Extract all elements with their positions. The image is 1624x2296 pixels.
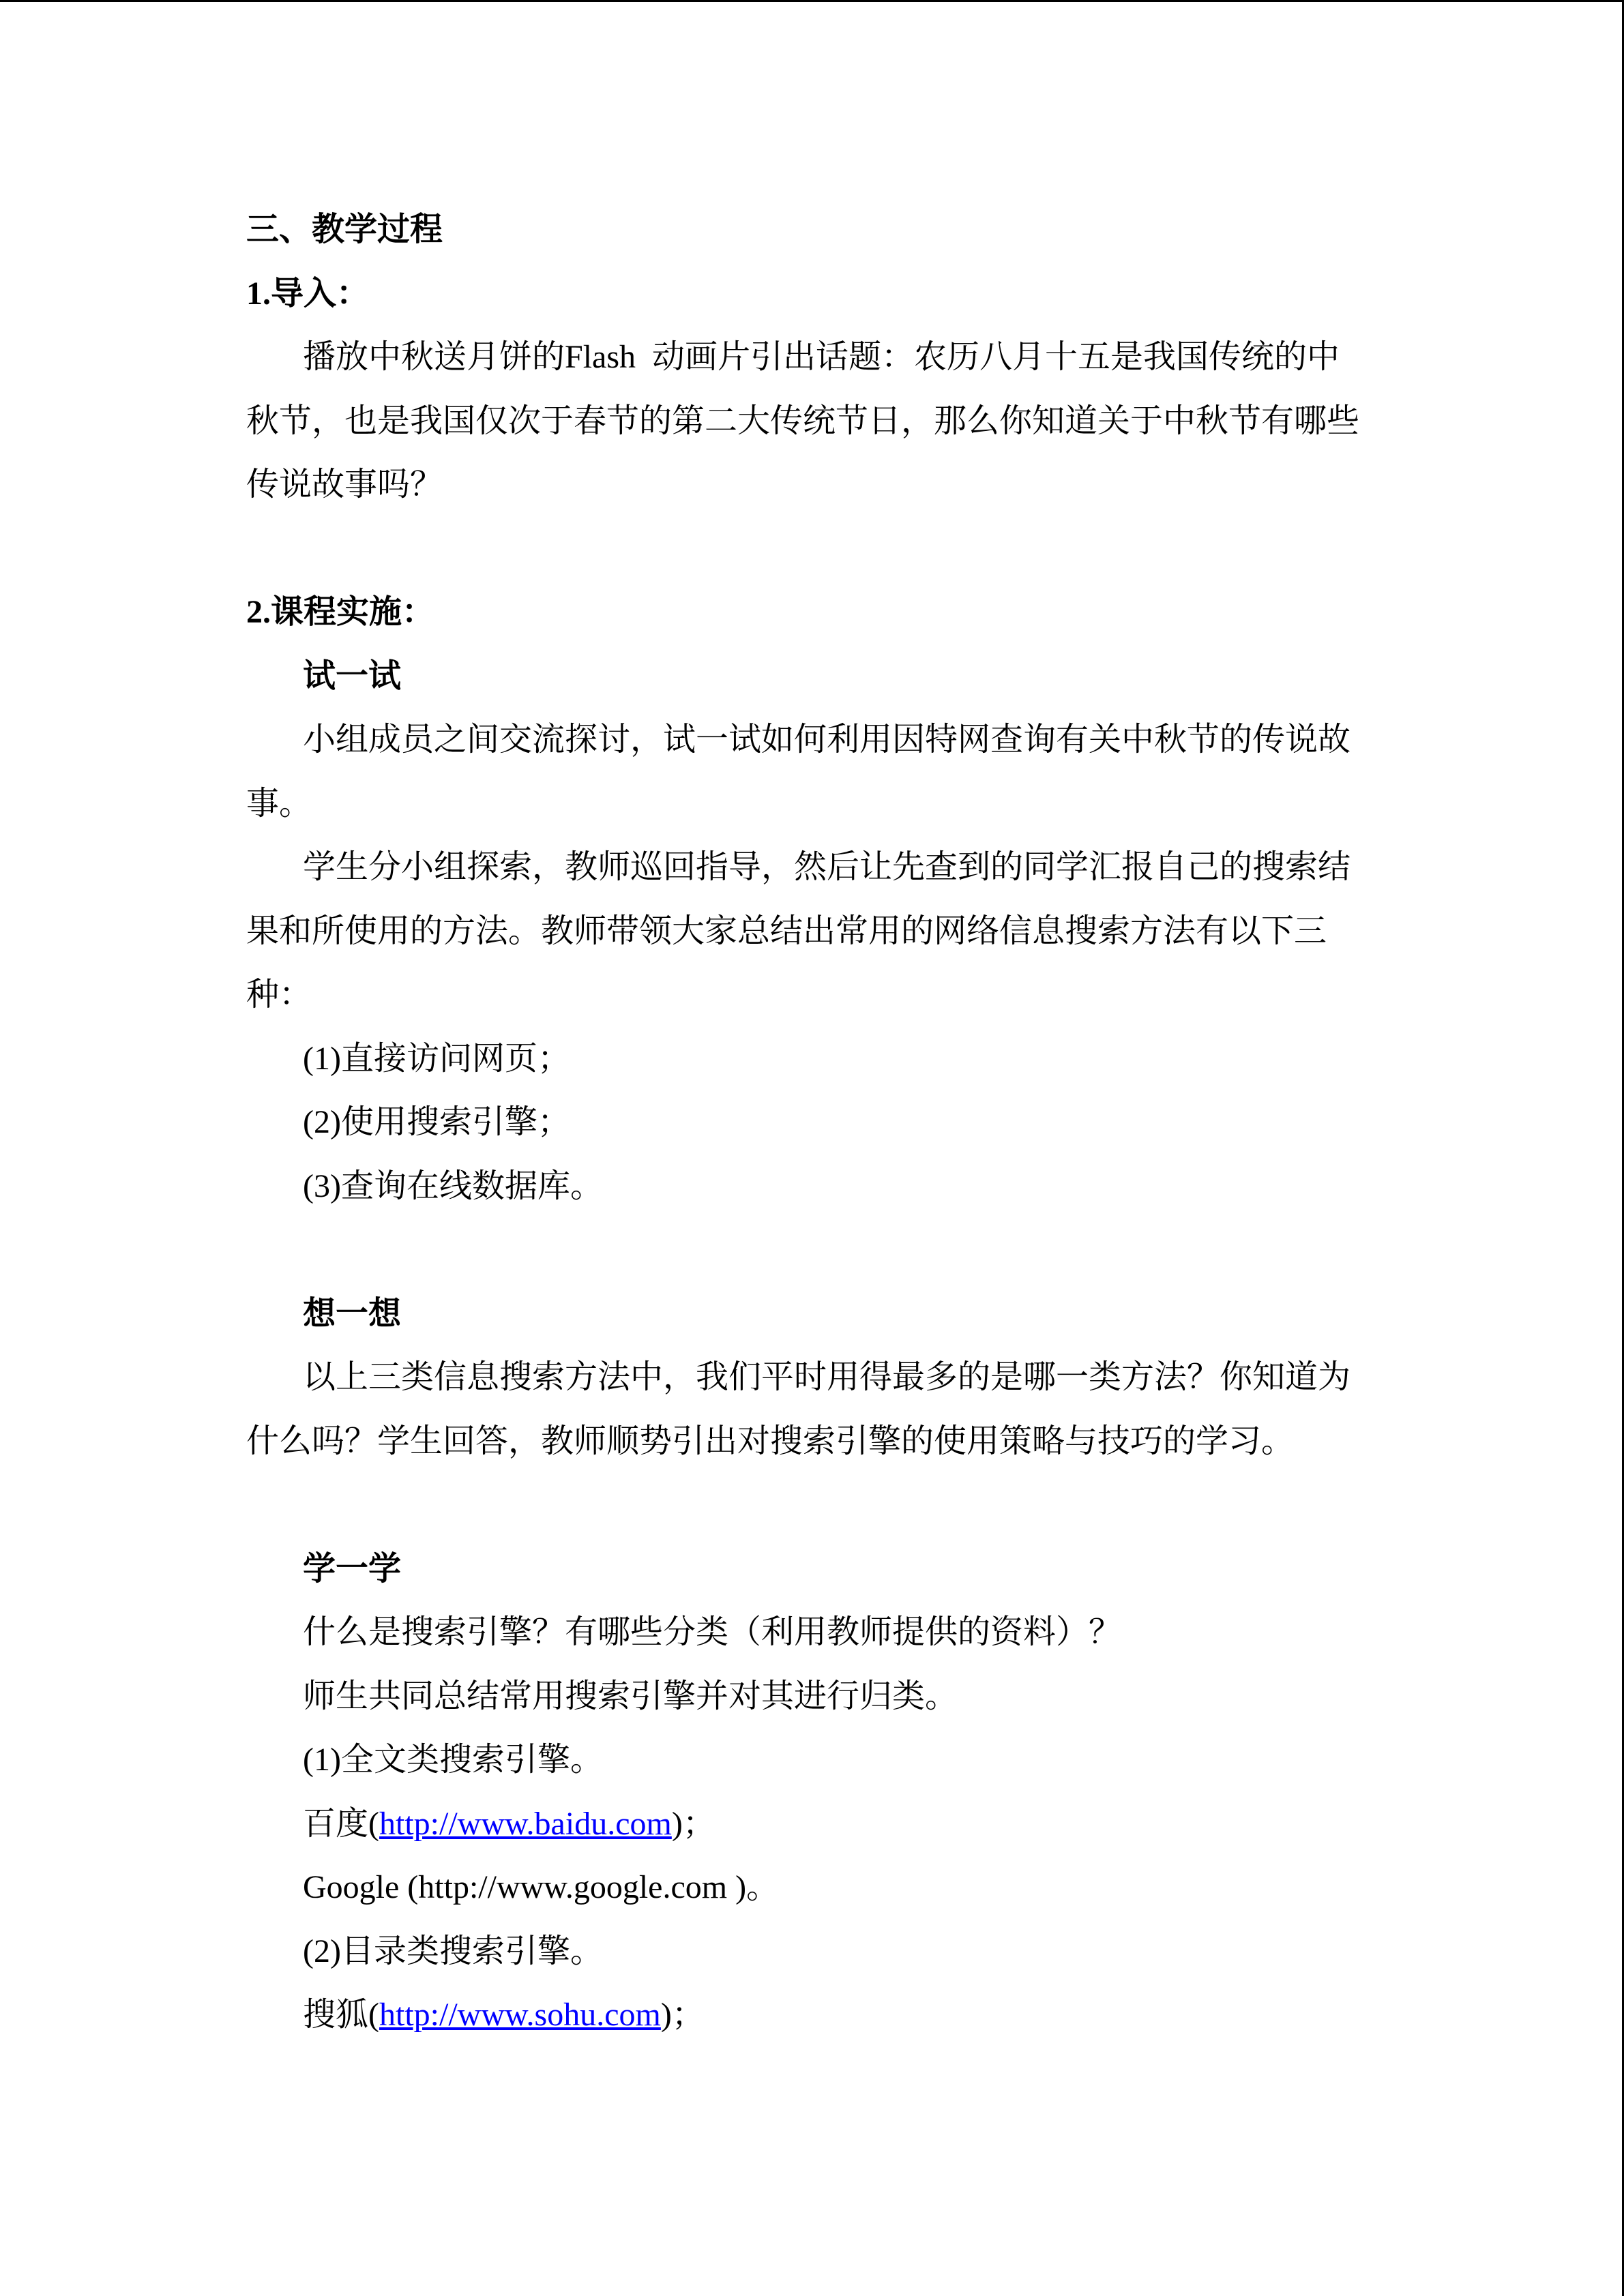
try-paragraph-line: 种： [246, 976, 312, 1013]
intro-paragraph-line: 秋节，也是我国仅次于春节的第二大传统节日，那么你知道关于中秋节有哪些 [246, 402, 1360, 439]
intro-title: 1.导入： [246, 275, 370, 312]
paragraph-spacer [246, 1473, 1542, 1537]
intro-paragraph-line: 传说故事吗？ [246, 466, 443, 503]
sohu-label: 搜狐( [303, 1997, 379, 2033]
try-paragraph-line: 小组成员之间交流探讨，试一试如何利用因特网查询有关中秋节的传说故 [303, 721, 1351, 758]
directory-engine-title: (2)目录类搜索引擎。 [303, 1933, 603, 1969]
think-paragraph-line: 什么吗？学生回答，教师顺势引出对搜索引擎的使用策略与技巧的学习。 [246, 1422, 1295, 1459]
think-paragraph-line: 以上三类信息搜索方法中，我们平时用得最多的是哪一类方法？你知道为 [303, 1359, 1351, 1395]
search-method-item: (1)直接访问网页； [303, 1040, 570, 1077]
learn-paragraph-line: 师生共同总结常用搜索引擎并对其进行归类。 [303, 1678, 958, 1714]
baidu-label: 百度( [303, 1805, 379, 1842]
try-paragraph-line: 学生分小组探索，教师巡回指导，然后让先查到的同学汇报自己的搜索结 [303, 849, 1351, 885]
sohu-suffix: )； [660, 1997, 705, 2033]
paragraph-spacer [246, 1218, 1542, 1282]
search-method-item: (2)使用搜索引擎； [303, 1104, 570, 1140]
baidu-suffix: )； [671, 1805, 715, 1842]
baidu-link[interactable]: http://www.baidu.com [379, 1805, 672, 1842]
think-title: 想一想 [303, 1295, 402, 1332]
fulltext-engine-title: (1)全文类搜索引擎。 [303, 1742, 603, 1778]
paragraph-spacer [246, 517, 1542, 581]
try-paragraph-line: 果和所使用的方法。教师带领大家总结出常用的网络信息搜索方法有以下三 [246, 912, 1327, 949]
sohu-link[interactable]: http://www.sohu.com [379, 1997, 661, 2033]
learn-title: 学一学 [303, 1550, 402, 1587]
section-heading: 三、教学过程 [246, 211, 443, 248]
search-method-item: (3)查询在线数据库。 [303, 1167, 603, 1204]
lesson-content [246, 198, 1542, 2047]
try-title: 试一试 [303, 657, 402, 694]
learn-paragraph-line: 什么是搜索引擎？有哪些分类（利用教师提供的资料）？ [303, 1614, 1122, 1650]
google-entry: Google (http://www.google.com )。 [303, 1869, 780, 1905]
sohu-entry [246, 1983, 1542, 2047]
intro-paragraph-line: 播放中秋送月饼的Flash 动画片引出话题：农历八月十五是我国传统的中 [303, 339, 1340, 375]
baidu-entry [246, 1792, 1542, 1856]
try-paragraph-line: 事。 [246, 785, 312, 822]
implementation-title: 2.课程实施： [246, 594, 435, 630]
